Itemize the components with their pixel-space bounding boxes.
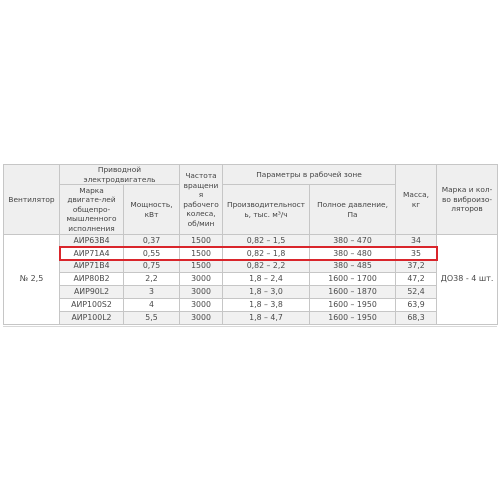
header-capacity: Производительность, тыс. м³/ч — [223, 185, 310, 235]
mass-cell: 34 — [396, 235, 437, 248]
mass-cell: 37,2 — [396, 260, 437, 273]
table-row — [4, 311, 498, 324]
pressure-cell: 380 – 485 — [310, 260, 396, 273]
pressure-cell: 380 – 470 — [310, 235, 396, 248]
motor-model-cell: АИР80В2 — [60, 273, 124, 286]
motor-model-cell: АИР100L2 — [60, 311, 124, 324]
motor-model-cell: АИР71В4 — [60, 260, 124, 273]
rpm-cell: 3000 — [180, 286, 223, 299]
power-cell: 5,5 — [124, 311, 180, 324]
pressure-cell: 1600 – 1870 — [310, 286, 396, 299]
capacity-cell: 1,8 – 4,7 — [223, 311, 310, 324]
header-rotation: Частота вращения рабочего колеса, об/мин — [180, 165, 223, 235]
table-bottom-rule — [3, 326, 497, 327]
power-cell: 3 — [124, 286, 180, 299]
motor-model-cell: АИР100S2 — [60, 298, 124, 311]
header-pressure: Полное давление, Па — [310, 185, 396, 235]
pressure-cell: 1600 – 1950 — [310, 311, 396, 324]
header-vibro: Марка и кол-во виброизо-ляторов — [437, 165, 498, 235]
header-work-zone: Параметры в рабочей зоне — [223, 165, 396, 185]
header-power: Мощность, кВт — [124, 185, 180, 235]
rpm-cell: 3000 — [180, 311, 223, 324]
table-row-highlighted — [4, 247, 498, 260]
power-cell: 0,75 — [124, 260, 180, 273]
motor-model-cell: АИР90L2 — [60, 286, 124, 299]
table-row — [4, 235, 498, 248]
table-row — [4, 286, 498, 299]
pressure-cell: 1600 – 1700 — [310, 273, 396, 286]
table-row — [4, 260, 498, 273]
rpm-cell: 1500 — [180, 247, 223, 260]
capacity-cell: 1,8 – 3,8 — [223, 298, 310, 311]
mass-cell: 52,4 — [396, 286, 437, 299]
header-mass: Масса, кг — [396, 165, 437, 235]
rpm-cell: 3000 — [180, 298, 223, 311]
power-cell: 2,2 — [124, 273, 180, 286]
rpm-cell: 1500 — [180, 235, 223, 248]
mass-cell: 35 — [396, 247, 437, 260]
capacity-cell: 1,8 – 2,4 — [223, 273, 310, 286]
power-cell: 4 — [124, 298, 180, 311]
capacity-cell: 0,82 – 2,2 — [223, 260, 310, 273]
capacity-cell: 0,82 – 1,8 — [223, 247, 310, 260]
fan-name-cell: № 2,5 — [4, 235, 60, 325]
table-row — [4, 273, 498, 286]
header-fan: Вентилятор — [4, 165, 60, 235]
pressure-cell: 1600 – 1950 — [310, 298, 396, 311]
mass-cell: 68,3 — [396, 311, 437, 324]
motor-model-cell: АИР63В4 — [60, 235, 124, 248]
motor-model-cell: АИР71А4 — [60, 247, 124, 260]
rpm-cell: 1500 — [180, 260, 223, 273]
vibro-cell: ДО38 - 4 шт. — [437, 235, 498, 325]
capacity-cell: 1,8 – 3,0 — [223, 286, 310, 299]
fan-spec-table — [3, 164, 498, 325]
rpm-cell: 3000 — [180, 273, 223, 286]
header-drive-motor: Приводной электродвигатель — [60, 165, 180, 185]
header-motor-model: Марка двигате-лей общепро-мышленного исполнения — [60, 185, 124, 235]
pressure-cell: 380 – 480 — [310, 247, 396, 260]
power-cell: 0,37 — [124, 235, 180, 248]
table-row — [4, 298, 498, 311]
power-cell: 0,55 — [124, 247, 180, 260]
capacity-cell: 0,82 – 1,5 — [223, 235, 310, 248]
mass-cell: 47,2 — [396, 273, 437, 286]
mass-cell: 63,9 — [396, 298, 437, 311]
